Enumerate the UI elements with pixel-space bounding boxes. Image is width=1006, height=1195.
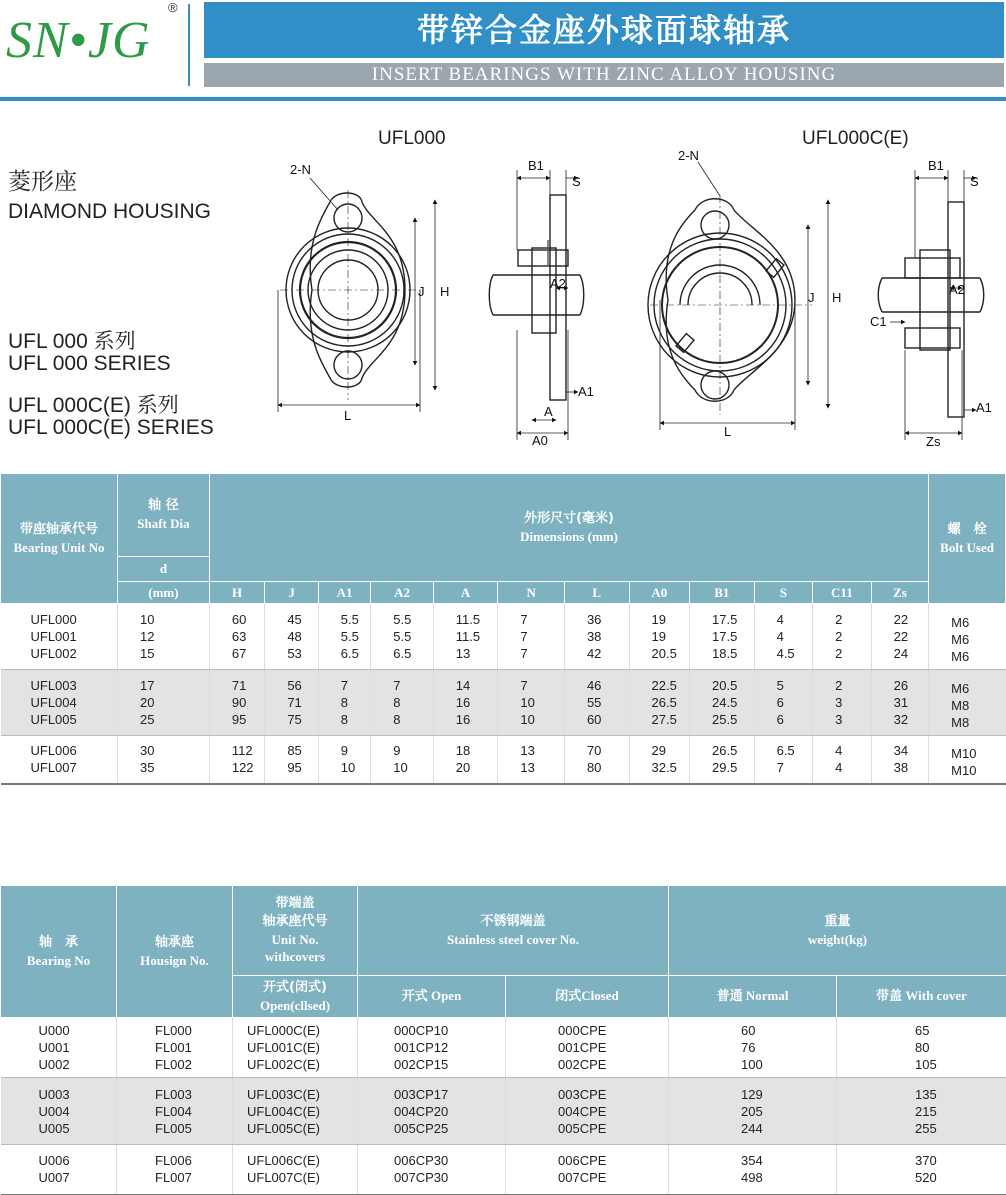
cell-bolt: M10 M10 bbox=[929, 736, 1006, 784]
series2-en: UFL 000C(E) SERIES bbox=[8, 416, 214, 439]
cell-s: 5 6 6 bbox=[754, 670, 813, 736]
col-shaft-dia bbox=[118, 474, 210, 557]
col-weight-cn: 重量 bbox=[824, 913, 851, 929]
label-a-left: A bbox=[544, 404, 553, 419]
col-h: H bbox=[209, 582, 264, 604]
col-closed-en: Closed bbox=[581, 988, 619, 1004]
cell-closed: 003CPE 004CPE 005CPE bbox=[506, 1078, 669, 1145]
label-j-left: J bbox=[418, 284, 425, 299]
col-c11: C11 bbox=[813, 582, 872, 604]
cell-normal: 129 205 244 bbox=[669, 1078, 837, 1145]
col-zs: Zs bbox=[871, 582, 929, 604]
ufl000-side-view bbox=[489, 195, 584, 400]
col-unit-covers bbox=[233, 886, 358, 976]
brand-logo: SN•JG bbox=[6, 12, 151, 69]
cell-a: 18 20 bbox=[433, 736, 498, 784]
cell-unit: UFL006C(E) UFL007C(E) bbox=[233, 1145, 358, 1195]
header-rule bbox=[0, 97, 1006, 101]
label-a1-left: A1 bbox=[578, 384, 594, 399]
cell-a2: 5.5 5.5 6.5 bbox=[371, 604, 434, 670]
col-housing-cn: 轴承座 bbox=[154, 934, 194, 950]
covers-table bbox=[0, 885, 1006, 1195]
label-zs-right: Zs bbox=[926, 434, 941, 449]
cell-b1: 26.5 29.5 bbox=[690, 736, 755, 784]
col-shaft-d: d bbox=[118, 557, 210, 582]
col-unit-open-closed bbox=[233, 976, 358, 1018]
col-unit2-en1: Unit No. bbox=[271, 931, 319, 947]
cell-l: 36 38 42 bbox=[564, 604, 629, 670]
table-row bbox=[1, 604, 1006, 670]
col-cover-cn: 不锈钢端盖 bbox=[480, 913, 546, 929]
cell-d: 17 20 25 bbox=[118, 670, 210, 736]
cell-closed: 000CPE 001CPE 002CPE bbox=[506, 1018, 669, 1078]
cell-zs: 22 22 24 bbox=[871, 604, 929, 670]
cell-open: 003CP17 004CP20 005CP25 bbox=[358, 1078, 506, 1145]
cell-open: 000CP10 001CP12 002CP15 bbox=[358, 1018, 506, 1078]
page-title-en: INSERT BEARINGS WITH ZINC ALLOY HOUSING bbox=[204, 63, 1004, 87]
table-row bbox=[1, 1078, 1006, 1145]
label-s-left: S bbox=[572, 174, 581, 189]
label-a2-left: A2 bbox=[550, 276, 566, 291]
table-row bbox=[1, 670, 1006, 736]
ufl000ce-side-view bbox=[878, 202, 984, 417]
label-2n-right: 2-N bbox=[678, 148, 699, 163]
drawing-title-right: UFL000C(E) bbox=[802, 128, 909, 149]
col-n: N bbox=[498, 582, 565, 604]
col-bolt-en: Bolt Used bbox=[940, 539, 994, 555]
col-l: L bbox=[564, 582, 629, 604]
col-bearing-cn: 轴 承 bbox=[38, 934, 78, 950]
cell-c11: 2 3 3 bbox=[813, 670, 872, 736]
label-c1-right: C1 bbox=[870, 314, 887, 329]
label-l-left: L bbox=[344, 408, 352, 423]
cell-l: 46 55 60 bbox=[564, 670, 629, 736]
cell-housing: FL003 FL004 FL005 bbox=[117, 1078, 233, 1145]
col-shaft-cn: 轴 径 bbox=[148, 498, 179, 514]
col-with-cover bbox=[837, 976, 1006, 1018]
col-bearing-no bbox=[1, 886, 117, 1018]
cell-bearing: U003 U004 U005 bbox=[1, 1078, 117, 1145]
cell-closed: 006CPE 007CPE bbox=[506, 1145, 669, 1195]
label-j-right: J bbox=[808, 290, 815, 305]
dimensions-table bbox=[0, 473, 1006, 785]
cell-l: 70 80 bbox=[564, 736, 629, 784]
col-b1: B1 bbox=[690, 582, 755, 604]
label-l-right: L bbox=[724, 424, 732, 439]
col-a1: A1 bbox=[318, 582, 370, 604]
label-b1-right: B1 bbox=[928, 158, 944, 173]
cell-normal: 60 76 100 bbox=[669, 1018, 837, 1078]
cell-j: 56 71 75 bbox=[265, 670, 318, 736]
cell-unit: UFL000 UFL001 UFL002 bbox=[1, 604, 118, 670]
cell-d: 10 12 15 bbox=[118, 604, 210, 670]
cell-a2: 9 10 bbox=[371, 736, 434, 784]
cell-d: 30 35 bbox=[118, 736, 210, 784]
col-unit-cn: 带座轴承代号 bbox=[20, 521, 99, 537]
cell-s: 6.5 7 bbox=[754, 736, 813, 784]
col-closed bbox=[506, 976, 669, 1018]
cell-h: 71 90 95 bbox=[209, 670, 264, 736]
cell-s: 4 4 4.5 bbox=[754, 604, 813, 670]
cell-j: 45 48 53 bbox=[265, 604, 318, 670]
housing-name-cn: 菱形座 bbox=[8, 169, 77, 195]
cell-a2: 7 8 8 bbox=[371, 670, 434, 736]
cell-open: 006CP30 007CP30 bbox=[358, 1145, 506, 1195]
col-bearing-unit bbox=[1, 474, 118, 604]
col-unit2-cn2: 轴承座代号 bbox=[262, 913, 328, 929]
cell-unit: UFL003 UFL004 UFL005 bbox=[1, 670, 118, 736]
cell-bolt: M6 M8 M8 bbox=[929, 670, 1006, 736]
series1-en: UFL 000 SERIES bbox=[8, 352, 171, 375]
col-unit2-en2: withcovers bbox=[265, 949, 325, 965]
cell-a1: 7 8 8 bbox=[318, 670, 370, 736]
cell-bearing: U000 U001 U002 bbox=[1, 1018, 117, 1078]
cell-a0: 19 19 20.5 bbox=[629, 604, 690, 670]
cell-a0: 22.5 26.5 27.5 bbox=[629, 670, 690, 736]
cell-housing: FL000 FL001 FL002 bbox=[117, 1018, 233, 1078]
series2-cn: UFL 000C(E) 系列 bbox=[8, 394, 179, 417]
col-a: A bbox=[433, 582, 498, 604]
col-a2: A2 bbox=[371, 582, 434, 604]
col-s: S bbox=[754, 582, 813, 604]
cell-b1: 17.5 17.5 18.5 bbox=[690, 604, 755, 670]
technical-drawings bbox=[250, 140, 1006, 455]
col-withcover-en: With cover bbox=[905, 988, 967, 1004]
cell-normal: 354 498 bbox=[669, 1145, 837, 1195]
cell-unit: UFL003C(E) UFL004C(E) UFL005C(E) bbox=[233, 1078, 358, 1145]
cell-zs: 34 38 bbox=[871, 736, 929, 784]
cell-zs: 26 31 32 bbox=[871, 670, 929, 736]
cell-housing: FL006 FL007 bbox=[117, 1145, 233, 1195]
cell-b1: 20.5 24.5 25.5 bbox=[690, 670, 755, 736]
label-h-left: H bbox=[440, 284, 450, 299]
label-s-right: S bbox=[970, 174, 979, 189]
col-normal-cn: 普通 bbox=[716, 989, 743, 1005]
drawing-title-left: UFL000 bbox=[378, 128, 446, 149]
cell-h: 112 122 bbox=[209, 736, 264, 784]
cell-j: 85 95 bbox=[265, 736, 318, 784]
cell-withcover: 135 215 255 bbox=[837, 1078, 1006, 1145]
registered-mark: ® bbox=[168, 0, 178, 15]
cell-c11: 2 2 2 bbox=[813, 604, 872, 670]
cell-h: 60 63 67 bbox=[209, 604, 264, 670]
cell-unit: UFL000C(E) UFL001C(E) UFL002C(E) bbox=[233, 1018, 358, 1078]
cell-a1: 5.5 5.5 6.5 bbox=[318, 604, 370, 670]
page-title-cn: 带锌合金座外球面球轴承 bbox=[204, 2, 1004, 58]
table-row bbox=[1, 736, 1006, 784]
label-h-right: H bbox=[832, 290, 842, 305]
table-row bbox=[1, 1145, 1006, 1195]
col-dimensions bbox=[209, 474, 928, 582]
col-bolt-cn: 螺 栓 bbox=[947, 521, 987, 537]
col-weight-en: weight(kg) bbox=[807, 931, 868, 947]
col-normal-en: Normal bbox=[745, 988, 789, 1004]
series1-cn: UFL 000 系列 bbox=[8, 330, 136, 353]
col-bolt bbox=[929, 474, 1006, 604]
col-normal bbox=[669, 976, 837, 1018]
col-open-en: Open bbox=[430, 988, 462, 1004]
col-closed-cn: 闭式 bbox=[555, 989, 582, 1005]
label-a0-left: A0 bbox=[532, 433, 548, 448]
cell-c11: 4 4 bbox=[813, 736, 872, 784]
cell-withcover: 370 520 bbox=[837, 1145, 1006, 1195]
col-shaft-en: Shaft Dia bbox=[137, 516, 190, 531]
cell-unit: UFL006 UFL007 bbox=[1, 736, 118, 784]
col-j: J bbox=[265, 582, 318, 604]
label-b1-left: B1 bbox=[528, 158, 544, 173]
col-a0: A0 bbox=[629, 582, 690, 604]
col-open-cn: 开式 bbox=[401, 989, 428, 1005]
label-a1-right: A1 bbox=[976, 400, 992, 415]
col-unit2-cn1: 带端盖 bbox=[275, 896, 315, 912]
cell-a0: 29 32.5 bbox=[629, 736, 690, 784]
table-row bbox=[1, 1018, 1006, 1078]
col-unit-en: Bearing Unit No bbox=[13, 539, 105, 555]
cell-n: 7 10 10 bbox=[498, 670, 565, 736]
cell-bolt: M6 M6 M6 bbox=[929, 604, 1006, 670]
col-unit-sub-cn: 开式(闭式) bbox=[263, 979, 327, 995]
col-dim-cn: 外形尺寸(毫米) bbox=[524, 510, 614, 526]
cell-a: 14 16 16 bbox=[433, 670, 498, 736]
col-housing-en: Housign No. bbox=[140, 952, 209, 968]
label-2n-left: 2-N bbox=[290, 162, 311, 177]
col-dim-en: Dimensions (mm) bbox=[520, 528, 618, 544]
ufl000ce-front-view bbox=[648, 195, 812, 415]
col-cover-en: Stainless steel cover No. bbox=[447, 931, 579, 947]
label-a2-right: A2 bbox=[949, 282, 965, 297]
logo-divider bbox=[188, 4, 190, 86]
col-open bbox=[358, 976, 506, 1018]
cell-n: 7 7 7 bbox=[498, 604, 565, 670]
cell-withcover: 65 80 105 bbox=[837, 1018, 1006, 1078]
cell-a: 11.5 11.5 13 bbox=[433, 604, 498, 670]
cell-bearing: U006 U007 bbox=[1, 1145, 117, 1195]
col-housing-no bbox=[117, 886, 233, 1018]
housing-name-en: DIAMOND HOUSING bbox=[8, 200, 212, 223]
col-withcover-cn: 带盖 bbox=[876, 989, 903, 1005]
col-unit-sub-en: Open(cllsed) bbox=[259, 997, 331, 1013]
col-stainless-cover bbox=[358, 886, 669, 976]
col-shaft-mm: (mm) bbox=[118, 582, 210, 604]
col-weight bbox=[669, 886, 1006, 976]
col-bearing-en: Bearing No bbox=[26, 952, 91, 968]
cell-a1: 9 10 bbox=[318, 736, 370, 784]
cell-n: 13 13 bbox=[498, 736, 565, 784]
ufl000-front-view bbox=[280, 190, 422, 400]
